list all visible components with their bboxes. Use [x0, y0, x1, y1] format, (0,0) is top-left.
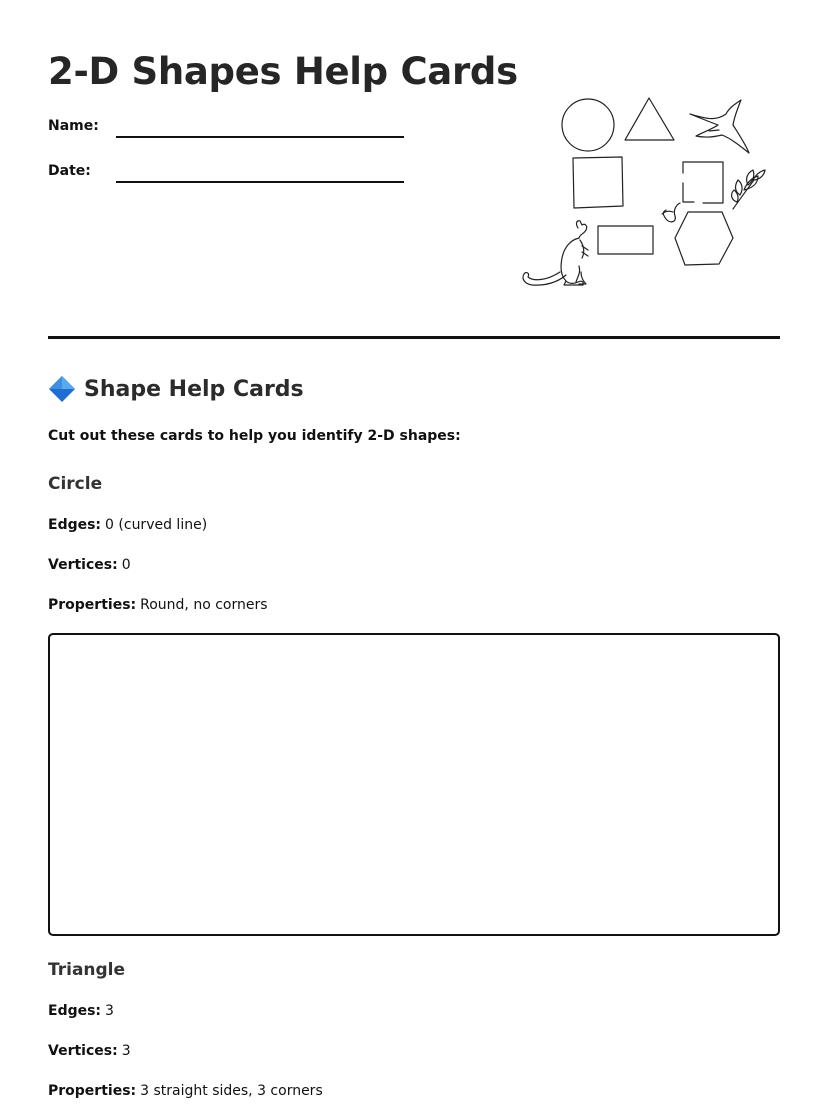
edges-value: 3 [105, 1003, 114, 1019]
triangle-vertices [48, 1043, 131, 1059]
date-field[interactable] [48, 161, 408, 185]
triangle-properties [48, 1083, 323, 1099]
vertices-value: 0 [121, 557, 131, 573]
date-line[interactable] [116, 181, 404, 183]
square-icon [573, 157, 623, 208]
rectangle-icon [598, 226, 653, 254]
shape-heading-triangle: Triangle [48, 960, 126, 980]
circle-properties [48, 597, 268, 613]
triangle-edges [48, 1003, 114, 1019]
blue-diamond-icon [48, 375, 76, 403]
hexagon-icon [675, 212, 733, 265]
date-label: Date: [48, 163, 91, 179]
edges-label: Edges: [48, 517, 102, 533]
properties-value: 3 straight sides, 3 corners [140, 1083, 323, 1099]
page-title: 2-D Shapes Help Cards [48, 50, 518, 93]
broken-square-icon [662, 162, 723, 222]
name-line[interactable] [116, 136, 404, 138]
circle-icon [562, 99, 614, 151]
section-title [48, 373, 304, 405]
leaf-icon [732, 170, 765, 209]
intro-text: Cut out these cards to help you identify 2-D shapes: [48, 428, 461, 444]
circle-vertices [48, 557, 131, 573]
name-field[interactable] [48, 116, 408, 140]
vertices-label: Vertices: [48, 557, 118, 573]
kangaroo-icon [523, 221, 588, 285]
triangle-icon [625, 98, 674, 140]
shape-heading-circle: Circle [48, 474, 103, 494]
circle-edges [48, 517, 207, 533]
properties-label: Properties: [48, 597, 137, 613]
edges-value: 0 (curved line) [105, 517, 208, 533]
properties-value: Round, no corners [140, 597, 268, 613]
properties-label: Properties: [48, 1083, 137, 1099]
section-divider [48, 336, 780, 339]
section-title-text: Shape Help Cards [84, 376, 304, 402]
circle-card-box [48, 633, 780, 936]
name-label: Name: [48, 118, 99, 134]
edges-label: Edges: [48, 1003, 102, 1019]
bird-icon [690, 100, 749, 153]
vertices-value: 3 [121, 1043, 131, 1059]
shapes-clipart [518, 92, 774, 292]
vertices-label: Vertices: [48, 1043, 118, 1059]
